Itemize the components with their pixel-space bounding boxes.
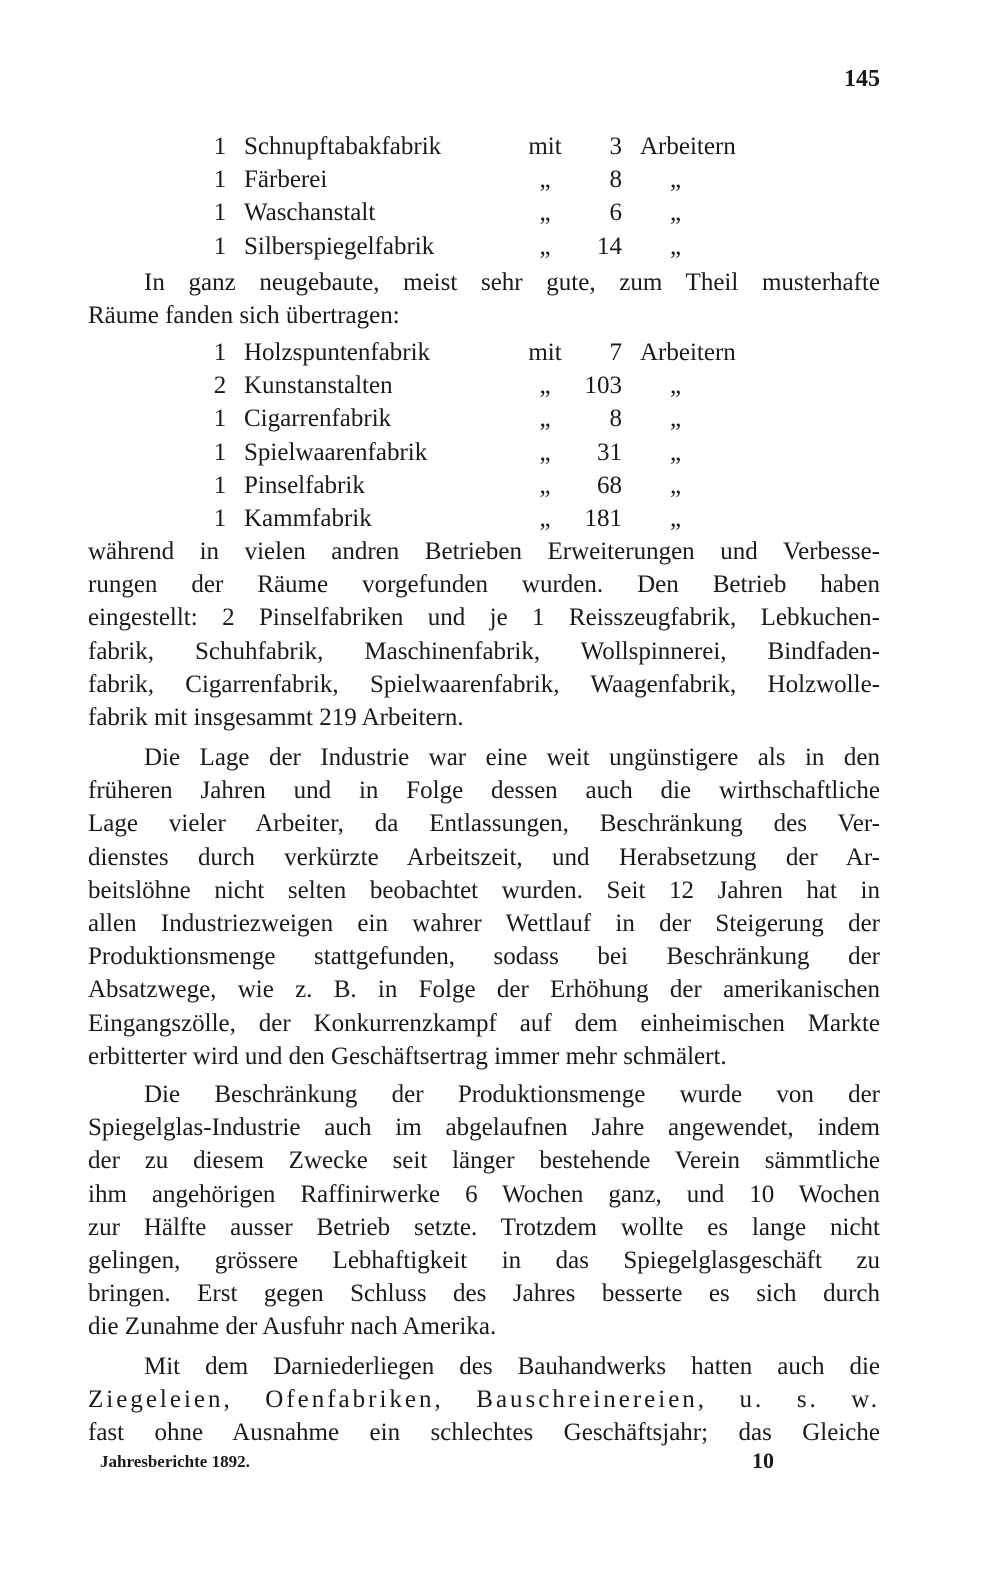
table-row: [210, 336, 770, 369]
row-unit: „: [670, 471, 682, 499]
factory-table-1: [210, 130, 770, 263]
row-workers: 8: [609, 166, 622, 194]
text-line: Produktionsmenge stattgefunden, sodass bei Beschränkung der: [88, 943, 880, 971]
text-line: allen Industriezweigen ein wahrer Wettlauf in der Steigerung der: [88, 909, 880, 937]
table-row: [210, 230, 770, 263]
row-unit: „: [670, 504, 682, 532]
text-line: Lage vieler Arbeiter, da Entlassungen, Beschränkung des Ver-: [88, 810, 880, 838]
text-line: gelingen, grössere Lebhaftigkeit in das Spiegelglasgeschäft zu: [88, 1246, 880, 1274]
text-line: zur Hälfte ausser Betrieb setzte. Trotzdem wollte es lange nicht: [88, 1213, 880, 1241]
row-name: Schnupftabakfabrik: [244, 133, 442, 160]
row-mit: „: [539, 438, 551, 466]
row-name: Holzspuntenfabrik: [244, 339, 431, 366]
row-name: Färberei: [244, 166, 328, 194]
row-name: Pinselfabrik: [244, 471, 365, 499]
footer-sheet-number: 10: [752, 1448, 774, 1473]
text-line: bringen. Erst gegen Schluss des Jahres besserte es sich durch: [88, 1280, 880, 1308]
page-number: 145: [844, 66, 880, 92]
table-row: [210, 163, 770, 196]
text-line: Spiegelglas-Industrie auch im abgelaufnen Jahre angewendet, indem: [88, 1114, 880, 1142]
text-line: Mit dem Darniederliegen des Bauhandwerks hatten auch die: [144, 1353, 880, 1380]
paragraph-industry-situation: [88, 741, 880, 1073]
text-line: früheren Jahren und in Folge dessen auch die wirthschaftliche: [88, 777, 880, 805]
row-count: 1: [213, 438, 227, 466]
paragraph-intro: [88, 266, 880, 332]
row-name: Spielwaarenfabrik: [244, 438, 428, 466]
footer-signature: Jahresberichte 1892.: [100, 1452, 250, 1471]
row-mit: mit: [528, 133, 562, 160]
text-line: Eingangszölle, der Konkurrenzkampf auf dem einheimischen Markte: [88, 1009, 880, 1037]
text-line: fabrik, Cigarrenfabrik, Spielwaarenfabrik, Waagenfabrik, Holzwolle-: [88, 670, 880, 698]
row-mit: „: [539, 372, 551, 400]
row-mit: „: [539, 471, 551, 499]
row-unit: „: [670, 232, 682, 260]
factory-table-2: [210, 336, 770, 535]
row-workers: 3: [609, 133, 622, 160]
row-workers: 7: [609, 339, 622, 366]
row-unit: „: [670, 438, 682, 466]
table-row: [210, 469, 770, 502]
row-name: Kammfabrik: [244, 504, 372, 532]
row-count: 1: [213, 133, 227, 160]
text-line: die Zunahme der Ausfuhr nach Amerika.: [88, 1313, 497, 1341]
table-row: [210, 402, 770, 435]
row-workers: 103: [584, 372, 622, 400]
row-count: 2: [213, 372, 227, 400]
row-count: 1: [213, 339, 227, 366]
table-row: [210, 502, 770, 535]
text-line: In ganz neugebaute, meist sehr gute, zum Theil musterhafte: [144, 269, 880, 296]
row-mit: mit: [528, 339, 562, 366]
row-name: Waschanstalt: [244, 199, 376, 227]
table-row: [210, 436, 770, 469]
text-line: Die Lage der Industrie war eine weit ungünstigere als in den: [144, 744, 880, 771]
text-line: Ziegeleien, Ofenfabriken, Bauschreinereien, u. s. w.: [88, 1386, 880, 1414]
text-line: fabrik mit insgesammt 219 Arbeitern.: [88, 703, 464, 731]
text-line: eingestellt: 2 Pinselfabriken und je 1 Reisszeugfabrik, Lebkuchen-: [88, 604, 880, 632]
row-workers: 68: [597, 471, 622, 499]
row-count: 1: [213, 166, 227, 194]
row-unit: „: [670, 166, 682, 194]
row-name: Silberspiegelfabrik: [244, 232, 435, 260]
text-line: Die Beschränkung der Produktionsmenge wurde von der: [144, 1081, 880, 1108]
row-count: 1: [213, 504, 227, 532]
text-line: erbitterter wird und den Geschäftsertrag immer mehr schmälert.: [88, 1042, 727, 1070]
row-name: Cigarrenfabrik: [244, 405, 392, 433]
row-unit: „: [670, 199, 682, 227]
row-workers: 181: [584, 504, 622, 532]
text-line: Absatzwege, wie z. B. in Folge der Erhöhung der amerikanischen: [88, 976, 880, 1004]
row-name: Kunstanstalten: [244, 372, 393, 400]
row-unit: Arbeitern: [640, 339, 736, 366]
text-line: rungen der Räume vorgefunden wurden. Den Betrieb haben: [88, 571, 880, 599]
text-line: ihm angehörigen Raffinirwerke 6 Wochen ganz, und 10 Wochen: [88, 1180, 880, 1208]
paragraph-construction: [88, 1350, 880, 1450]
row-mit: „: [539, 504, 551, 532]
text-line: fast ohne Ausnahme ein schlechtes Geschäftsjahr; das Gleiche: [88, 1419, 880, 1447]
row-count: 1: [213, 471, 227, 499]
row-unit: Arbeitern: [640, 133, 736, 160]
row-mit: „: [539, 199, 551, 227]
table-row: [210, 130, 770, 163]
row-unit: „: [670, 405, 682, 433]
text-line: während in vielen andren Betrieben Erweiterungen und Verbesse-: [88, 538, 880, 565]
text-line: beitslöhne nicht selten beobachtet wurden. Seit 12 Jahren hat in: [88, 876, 880, 904]
paragraph-closures: [88, 535, 880, 734]
row-count: 1: [213, 232, 227, 260]
row-count: 1: [213, 199, 227, 227]
row-workers: 31: [597, 438, 622, 466]
table-row: [210, 196, 770, 229]
row-count: 1: [213, 405, 227, 433]
row-workers: 6: [609, 199, 622, 227]
paragraph-production-limit: [88, 1078, 880, 1344]
row-mit: „: [539, 405, 551, 433]
row-unit: „: [670, 372, 682, 400]
text-line: Räume fanden sich übertragen:: [88, 302, 400, 330]
row-workers: 8: [609, 405, 622, 433]
table-row: [210, 369, 770, 402]
text-line: der zu diesem Zwecke seit länger bestehende Verein sämmtliche: [88, 1147, 880, 1175]
text-line: fabrik, Schuhfabrik, Maschinenfabrik, Wollspinnerei, Bindfaden-: [88, 637, 880, 665]
text-line: dienstes durch verkürzte Arbeitszeit, und Herabsetzung der Ar-: [88, 843, 880, 871]
row-workers: 14: [597, 232, 622, 260]
row-mit: „: [539, 166, 551, 194]
row-mit: „: [539, 232, 551, 260]
